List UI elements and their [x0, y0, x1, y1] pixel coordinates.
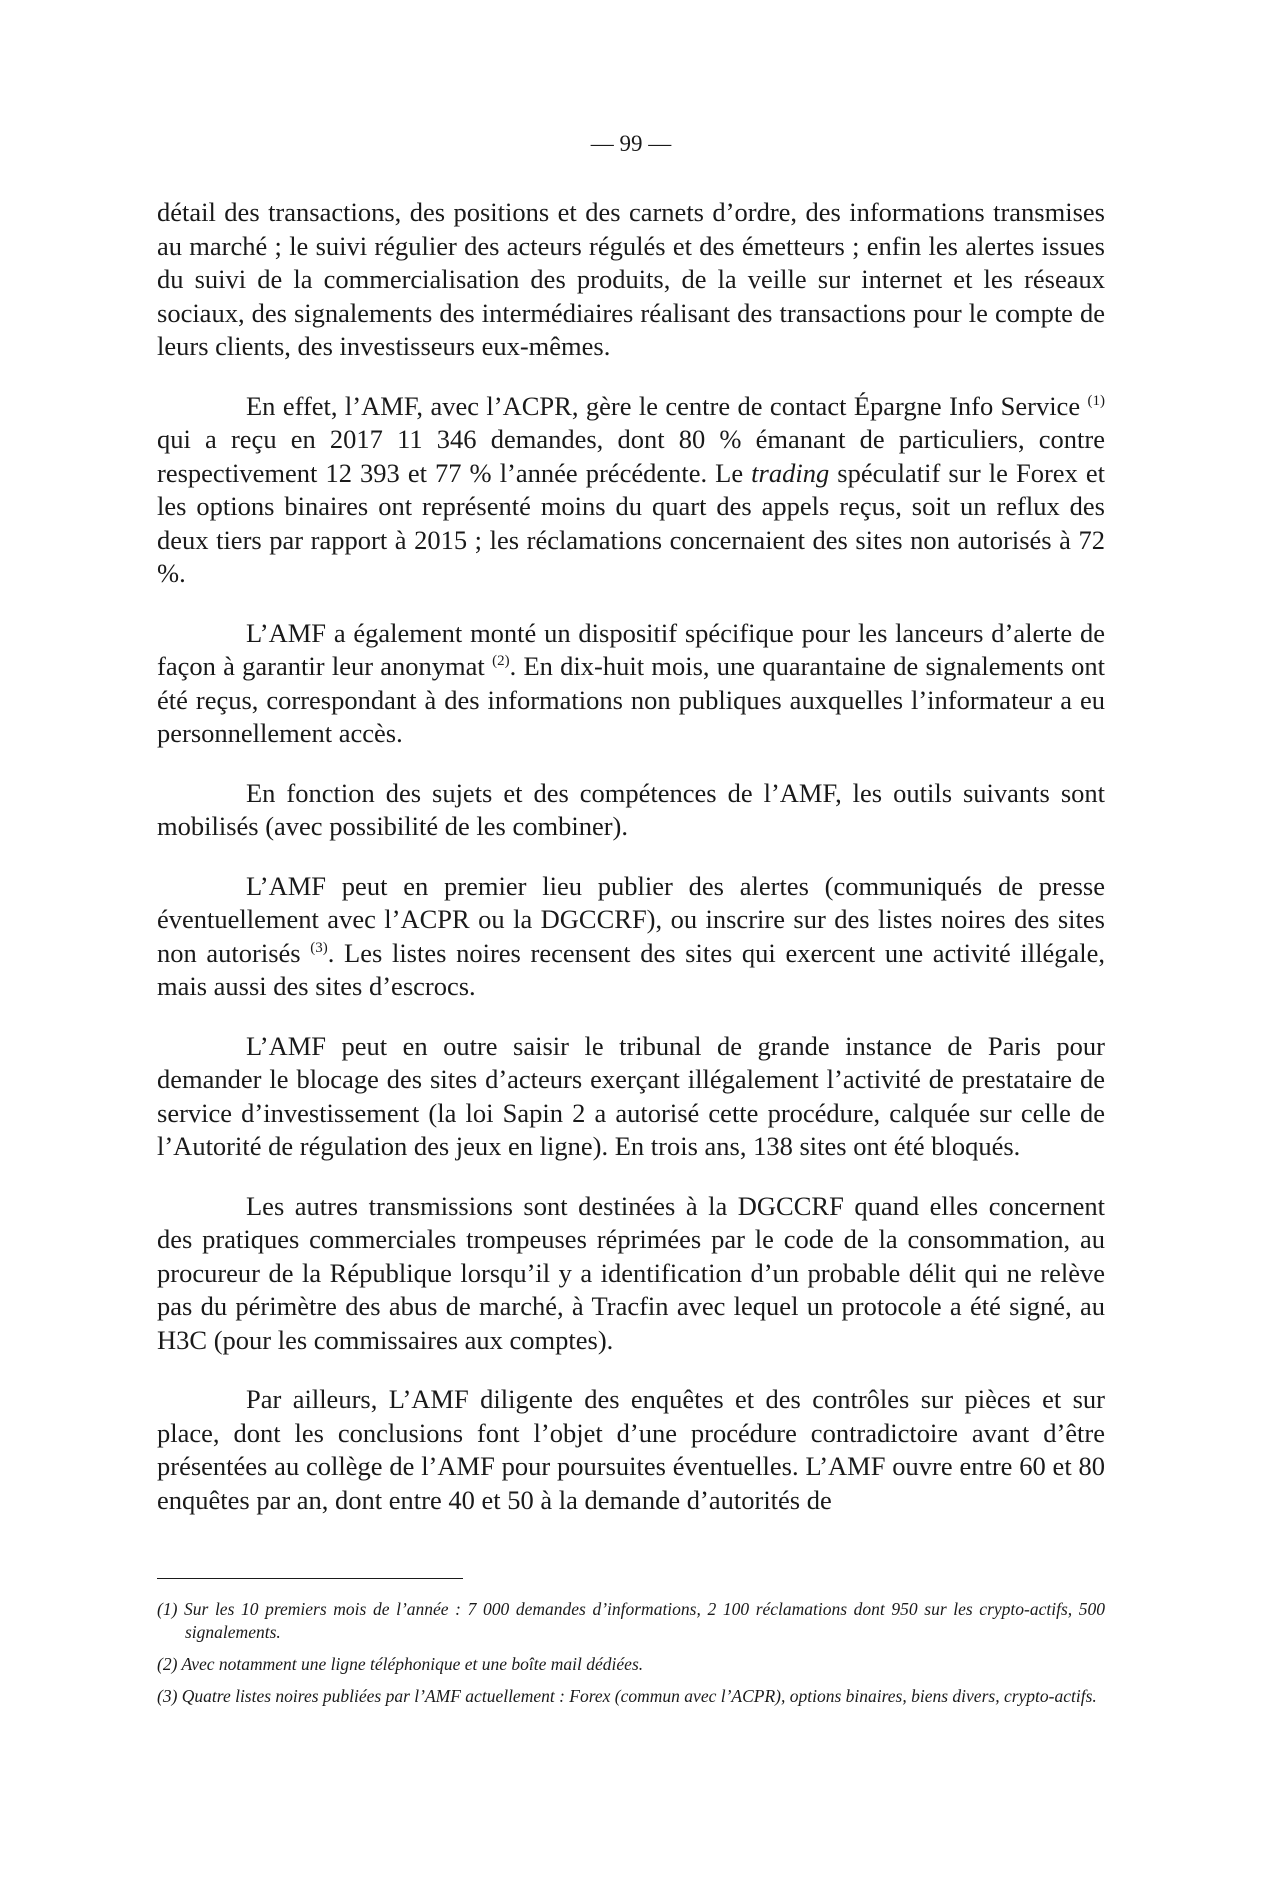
paragraph-5-text-b: . Les listes noires recensent des sites qui exercent une activité illégale, mais aussi des sites d’escrocs. — [157, 937, 1105, 1001]
paragraph-5-text-a: L’AMF peut en premier lieu publier des alertes (communiqués de presse éventuellement avec l’ACPR ou la DGCCRF), ou inscrire sur des listes noires des sites non autorisés — [157, 870, 1105, 968]
paragraph-3-text-a: L’AMF a également monté un dispositif spécifique pour les lanceurs d’alerte de façon à garantir leur anonymat — [157, 617, 1105, 681]
footnotes — [157, 1598, 1105, 1717]
footnote-ref-3: (3) — [310, 939, 328, 956]
paragraph-3 — [157, 617, 1105, 751]
paragraph-5 — [157, 870, 1105, 1004]
paragraph-8: Par ailleurs, L’AMF diligente des enquêtes et des contrôles sur pièces et sur place, dont les conclusions font l’objet d’une procédure contradictoire avant d’être présentées au collège de l’AMF pour poursuites éventuelles. L’AMF ouvre entre 60 et 80 enquêtes par an, dont entre 40 et 50 à la demande d’autorités de — [157, 1384, 1105, 1515]
footnote-divider — [157, 1578, 463, 1579]
paragraph-4: En fonction des sujets et des compétences de l’AMF, les outils suivants sont mobilisés (avec possibilité de les combiner). — [157, 777, 1105, 841]
paragraph-2-text-b: qui a reçu en 2017 11 346 demandes, dont 80 % émanant de particuliers, contre respectivement 12 393 et 77 % l’année précédente. Le — [157, 424, 1105, 488]
paragraph-2-text-a: En effet, l’AMF, avec l’ACPR, gère le centre de contact Épargne Info Service — [246, 390, 1088, 421]
footnote-ref-1: (1) — [1087, 392, 1105, 409]
footnote-ref-2: (2) — [492, 653, 510, 669]
paragraph-3-text-b: . En dix-huit mois, une quarantaine de signalements ont été reçus, correspondant à des informations non publiques auxquelles l’informateur a eu personnellement accès. — [157, 651, 1105, 748]
footnote-2: (2) Avec notamment une ligne téléphonique et une boîte mail dédiées. — [157, 1654, 644, 1674]
footnote-1: (1) Sur les 10 premiers mois de l’année : 7 000 demandes d’informations, 2 100 réclamations dont 950 sur les crypto-actifs, 500 signalements. — [157, 1599, 1105, 1642]
paragraph-6: L’AMF peut en outre saisir le tribunal de grande instance de Paris pour demander le blocage des sites d’acteurs exerçant illégalement l’activité de prestataire de service d’investissement (la loi Sapin 2 a autorisé cette procédure, calquée sur celle de l’Autorité de régulation des jeux en ligne). En trois ans, 138 sites ont été bloqués. — [157, 1030, 1105, 1161]
paragraph-1: détail des transactions, des positions et des carnets d’ordre, des informations transmises au marché ; le suivi régulier des acteurs régulés et des émetteurs ; enfin les alertes issues du suivi de la commercialisation des produits, de la veille sur internet et les réseaux sociaux, des signalements des intermédiaires réalisant des transactions pour le compte de leurs clients, des investisseurs eux-mêmes. — [157, 197, 1105, 361]
footnote-3: (3) Quatre listes noires publiées par l’AMF actuellement : Forex (commun avec l’ACPR), options binaires, biens divers, crypto-actifs. — [157, 1686, 1097, 1706]
page-number: — 99 — — [590, 131, 672, 156]
paragraph-7: Les autres transmissions sont destinées à la DGCCRF quand elles concernent des pratiques commerciales trompeuses réprimées par le code de la consommation, au procureur de la République lorsqu’il y a identification d’un probable délit qui ne relève pas du périmètre des abus de marché, à Tracfin avec lequel un protocole a été signé, au H3C (pour les commissaires aux comptes). — [157, 1190, 1105, 1355]
paragraph-2 — [157, 390, 1105, 591]
paragraph-2-italic-term: trading — [751, 457, 830, 488]
paragraph-2-text-c: spéculatif sur le Forex et les options binaires ont représenté moins du quart des appels reçus, soit un reflux des deux tiers par rapport à 2015 ; les réclamations concernaient des sites non autorisés à 72 %. — [157, 457, 1105, 588]
body-text — [157, 196, 1105, 1543]
